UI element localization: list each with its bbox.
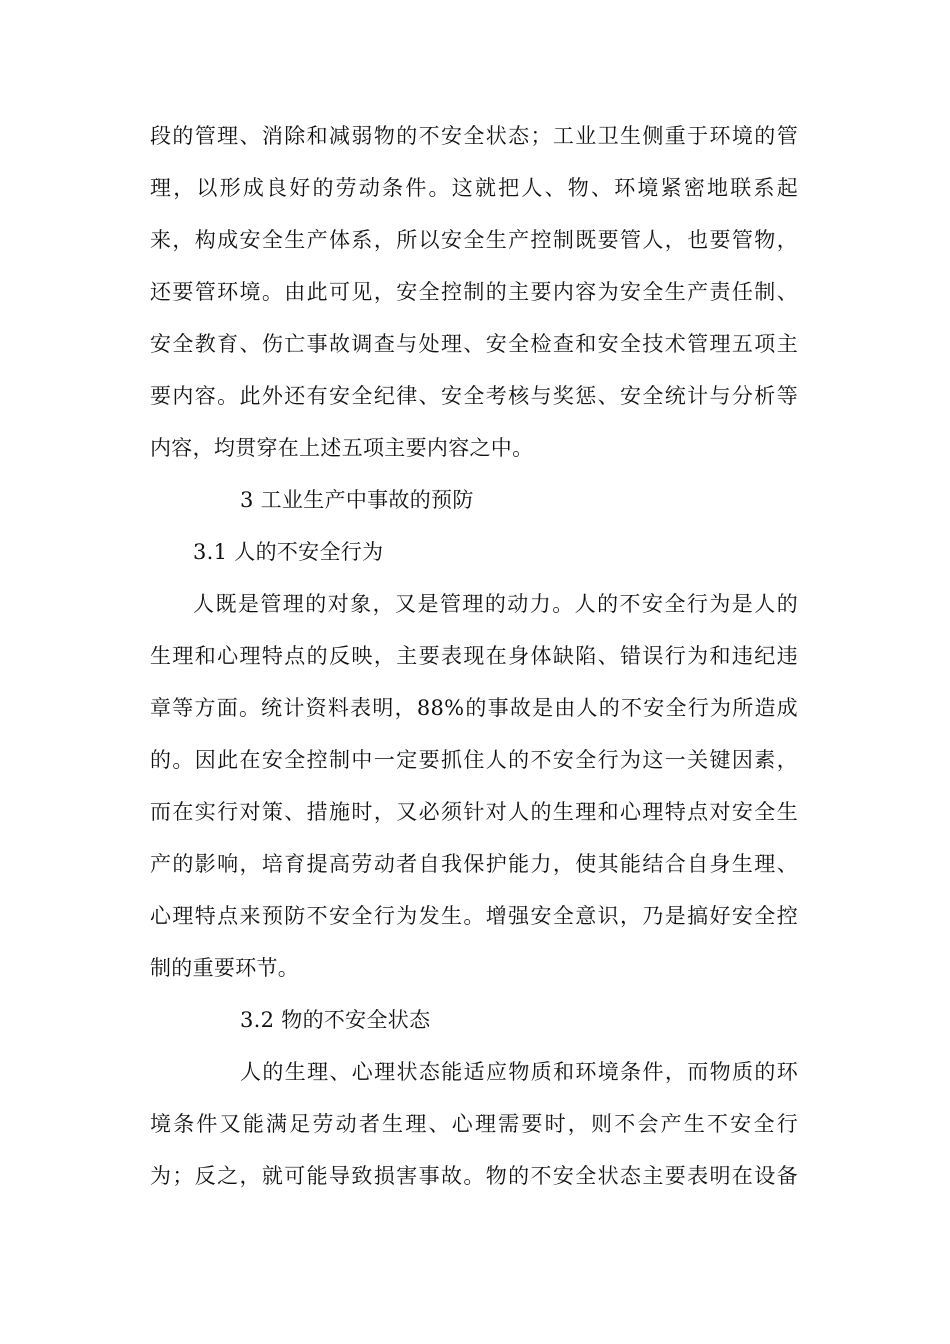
paragraph-1-line-1: 段的管理、消除和减弱物的不安全状态；工业卫生侧重于环境的管 <box>150 124 798 148</box>
paragraph-2-line-6: 产的影响，培育提高劳动者自我保护能力，使其能结合自身生理、 <box>150 852 798 876</box>
paragraph-1-line-2: 理，以形成良好的劳动条件。这就把人、物、环境紧密地联系起 <box>150 176 798 200</box>
paragraph-1-line-7: 内容，均贯穿在上述五项主要内容之中。 <box>150 436 534 460</box>
paragraph-1-line-3: 来，构成安全生产体系，所以安全生产控制既要管人，也要管物， <box>150 228 798 252</box>
section-heading-3-2: 3.2 物的不安全状态 <box>240 1008 431 1032</box>
paragraph-1-line-5: 安全教育、伤亡事故调查与处理、安全检查和安全技术管理五项主 <box>150 332 798 356</box>
paragraph-2-line-7: 心理特点来预防不安全行为发生。增强安全意识，乃是搞好安全控 <box>150 904 798 928</box>
paragraph-2-line-4: 的。因此在安全控制中一定要抓住人的不安全行为这一关键因素， <box>150 748 798 772</box>
paragraph-3-line-1: 人的生理、心理状态能适应物质和环境条件，而物质的环 <box>240 1060 798 1084</box>
paragraph-2-line-1: 人既是管理的对象，又是管理的动力。人的不安全行为是人的 <box>193 592 798 616</box>
paragraph-1-line-6: 要内容。此外还有安全纪律、安全考核与奖惩、安全统计与分析等 <box>150 384 798 408</box>
section-heading-3-1: 3.1 人的不安全行为 <box>193 540 384 564</box>
paragraph-2-line-8: 制的重要环节。 <box>150 956 300 980</box>
paragraph-3-line-2: 境条件又能满足劳动者生理、心理需要时，则不会产生不安全行 <box>150 1112 798 1136</box>
section-heading-3: 3 工业生产中事故的预防 <box>240 488 474 512</box>
paragraph-2-line-2: 生理和心理特点的反映，主要表现在身体缺陷、错误行为和违纪违 <box>150 644 798 668</box>
paragraph-1-line-4: 还要管环境。由此可见，安全控制的主要内容为安全生产责任制、 <box>150 280 798 304</box>
paragraph-3-line-3: 为；反之，就可能导致损害事故。物的不安全状态主要表明在设备 <box>150 1164 798 1188</box>
paragraph-2-line-3: 章等方面。统计资料表明，88%的事故是由人的不安全行为所造成 <box>150 696 798 720</box>
paragraph-2-line-5: 而在实行对策、措施时，又必须针对人的生理和心理特点对安全生 <box>150 800 798 824</box>
